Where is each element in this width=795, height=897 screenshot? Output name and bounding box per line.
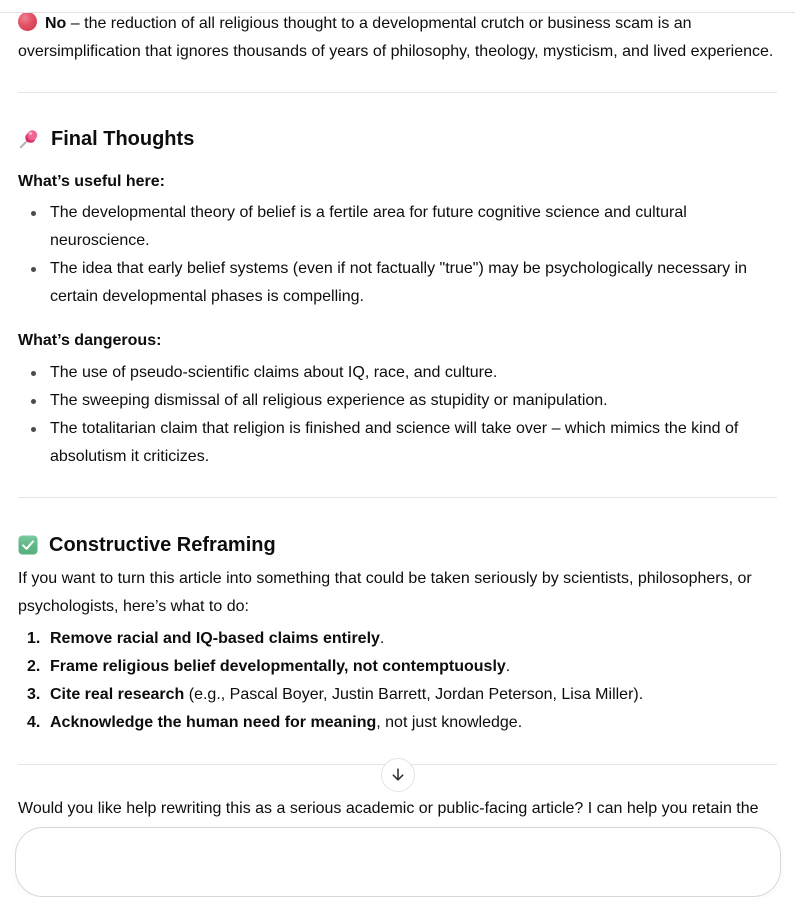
reframing-title: Constructive Reframing (49, 534, 276, 556)
top-divider (0, 12, 795, 13)
verdict-text: – the reduction of all religious thought to a developmental crutch or business scam is an oversimplification that ignores thousands of years of philosophy, theology, mysticism, and lived experience. (18, 15, 774, 60)
verdict-bold-text: No (45, 15, 67, 32)
list-item: The developmental theory of belief is a fertile area for future cognitive science and cultural neuroscience. (18, 199, 777, 255)
list-item (18, 653, 777, 681)
reframing-intro: If you want to turn this article into something that could be taken seriously by scientists, philosophers, or psychologists, here’s what to do: (18, 570, 752, 615)
red-circle-icon (18, 12, 37, 31)
list-item: The use of pseudo-scientific claims about IQ, race, and culture. (18, 359, 777, 387)
useful-subheading: What’s useful here: (18, 173, 165, 190)
divider (18, 92, 777, 93)
reframing-steps (18, 625, 777, 737)
list-item (18, 681, 777, 709)
final-thoughts-heading (18, 126, 777, 152)
list-item: The totalitarian claim that religion is finished and science will take over – which mimics the kind of absolutism it criticizes. (18, 415, 777, 471)
check-mark-icon (18, 535, 38, 555)
step-bold: Frame religious belief developmentally, not contemptuously (50, 658, 506, 675)
dangerous-subheading: What’s dangerous: (18, 332, 162, 349)
followup-paragraph: Would you like help rewriting this as a serious academic or public-facing article? I can help you retain the (18, 800, 759, 817)
divider (18, 497, 777, 498)
step-bold: Cite real research (50, 686, 185, 703)
dangerous-list (18, 359, 777, 471)
list-item: The sweeping dismissal of all religious experience as stupidity or manipulation. (18, 387, 777, 415)
list-item: The idea that early belief systems (even if not factually "true") may be psychologically necessary in certain developmental phases is compelling. (18, 255, 777, 311)
step-bold: Acknowledge the human need for meaning (50, 714, 377, 731)
step-rest: . (379, 630, 385, 647)
step-rest: (e.g., Pascal Boyer, Justin Barrett, Jordan Peterson, Lisa Miller). (184, 686, 644, 703)
final-thoughts-title: Final Thoughts (51, 128, 195, 150)
list-item (18, 625, 777, 653)
step-rest: , not just knowledge. (376, 714, 523, 731)
arrow-down-icon (389, 766, 407, 784)
step-bold: Remove racial and IQ-based claims entirely (50, 630, 380, 647)
assistant-message (0, 10, 795, 823)
step-rest: . (505, 658, 511, 675)
verdict-paragraph (18, 10, 777, 66)
reframing-heading (18, 532, 777, 558)
pushpin-icon (18, 128, 40, 150)
list-item (18, 709, 777, 737)
message-composer[interactable] (15, 827, 781, 897)
useful-list (18, 199, 777, 311)
scroll-to-bottom-button[interactable] (381, 758, 415, 792)
divider (18, 764, 777, 765)
